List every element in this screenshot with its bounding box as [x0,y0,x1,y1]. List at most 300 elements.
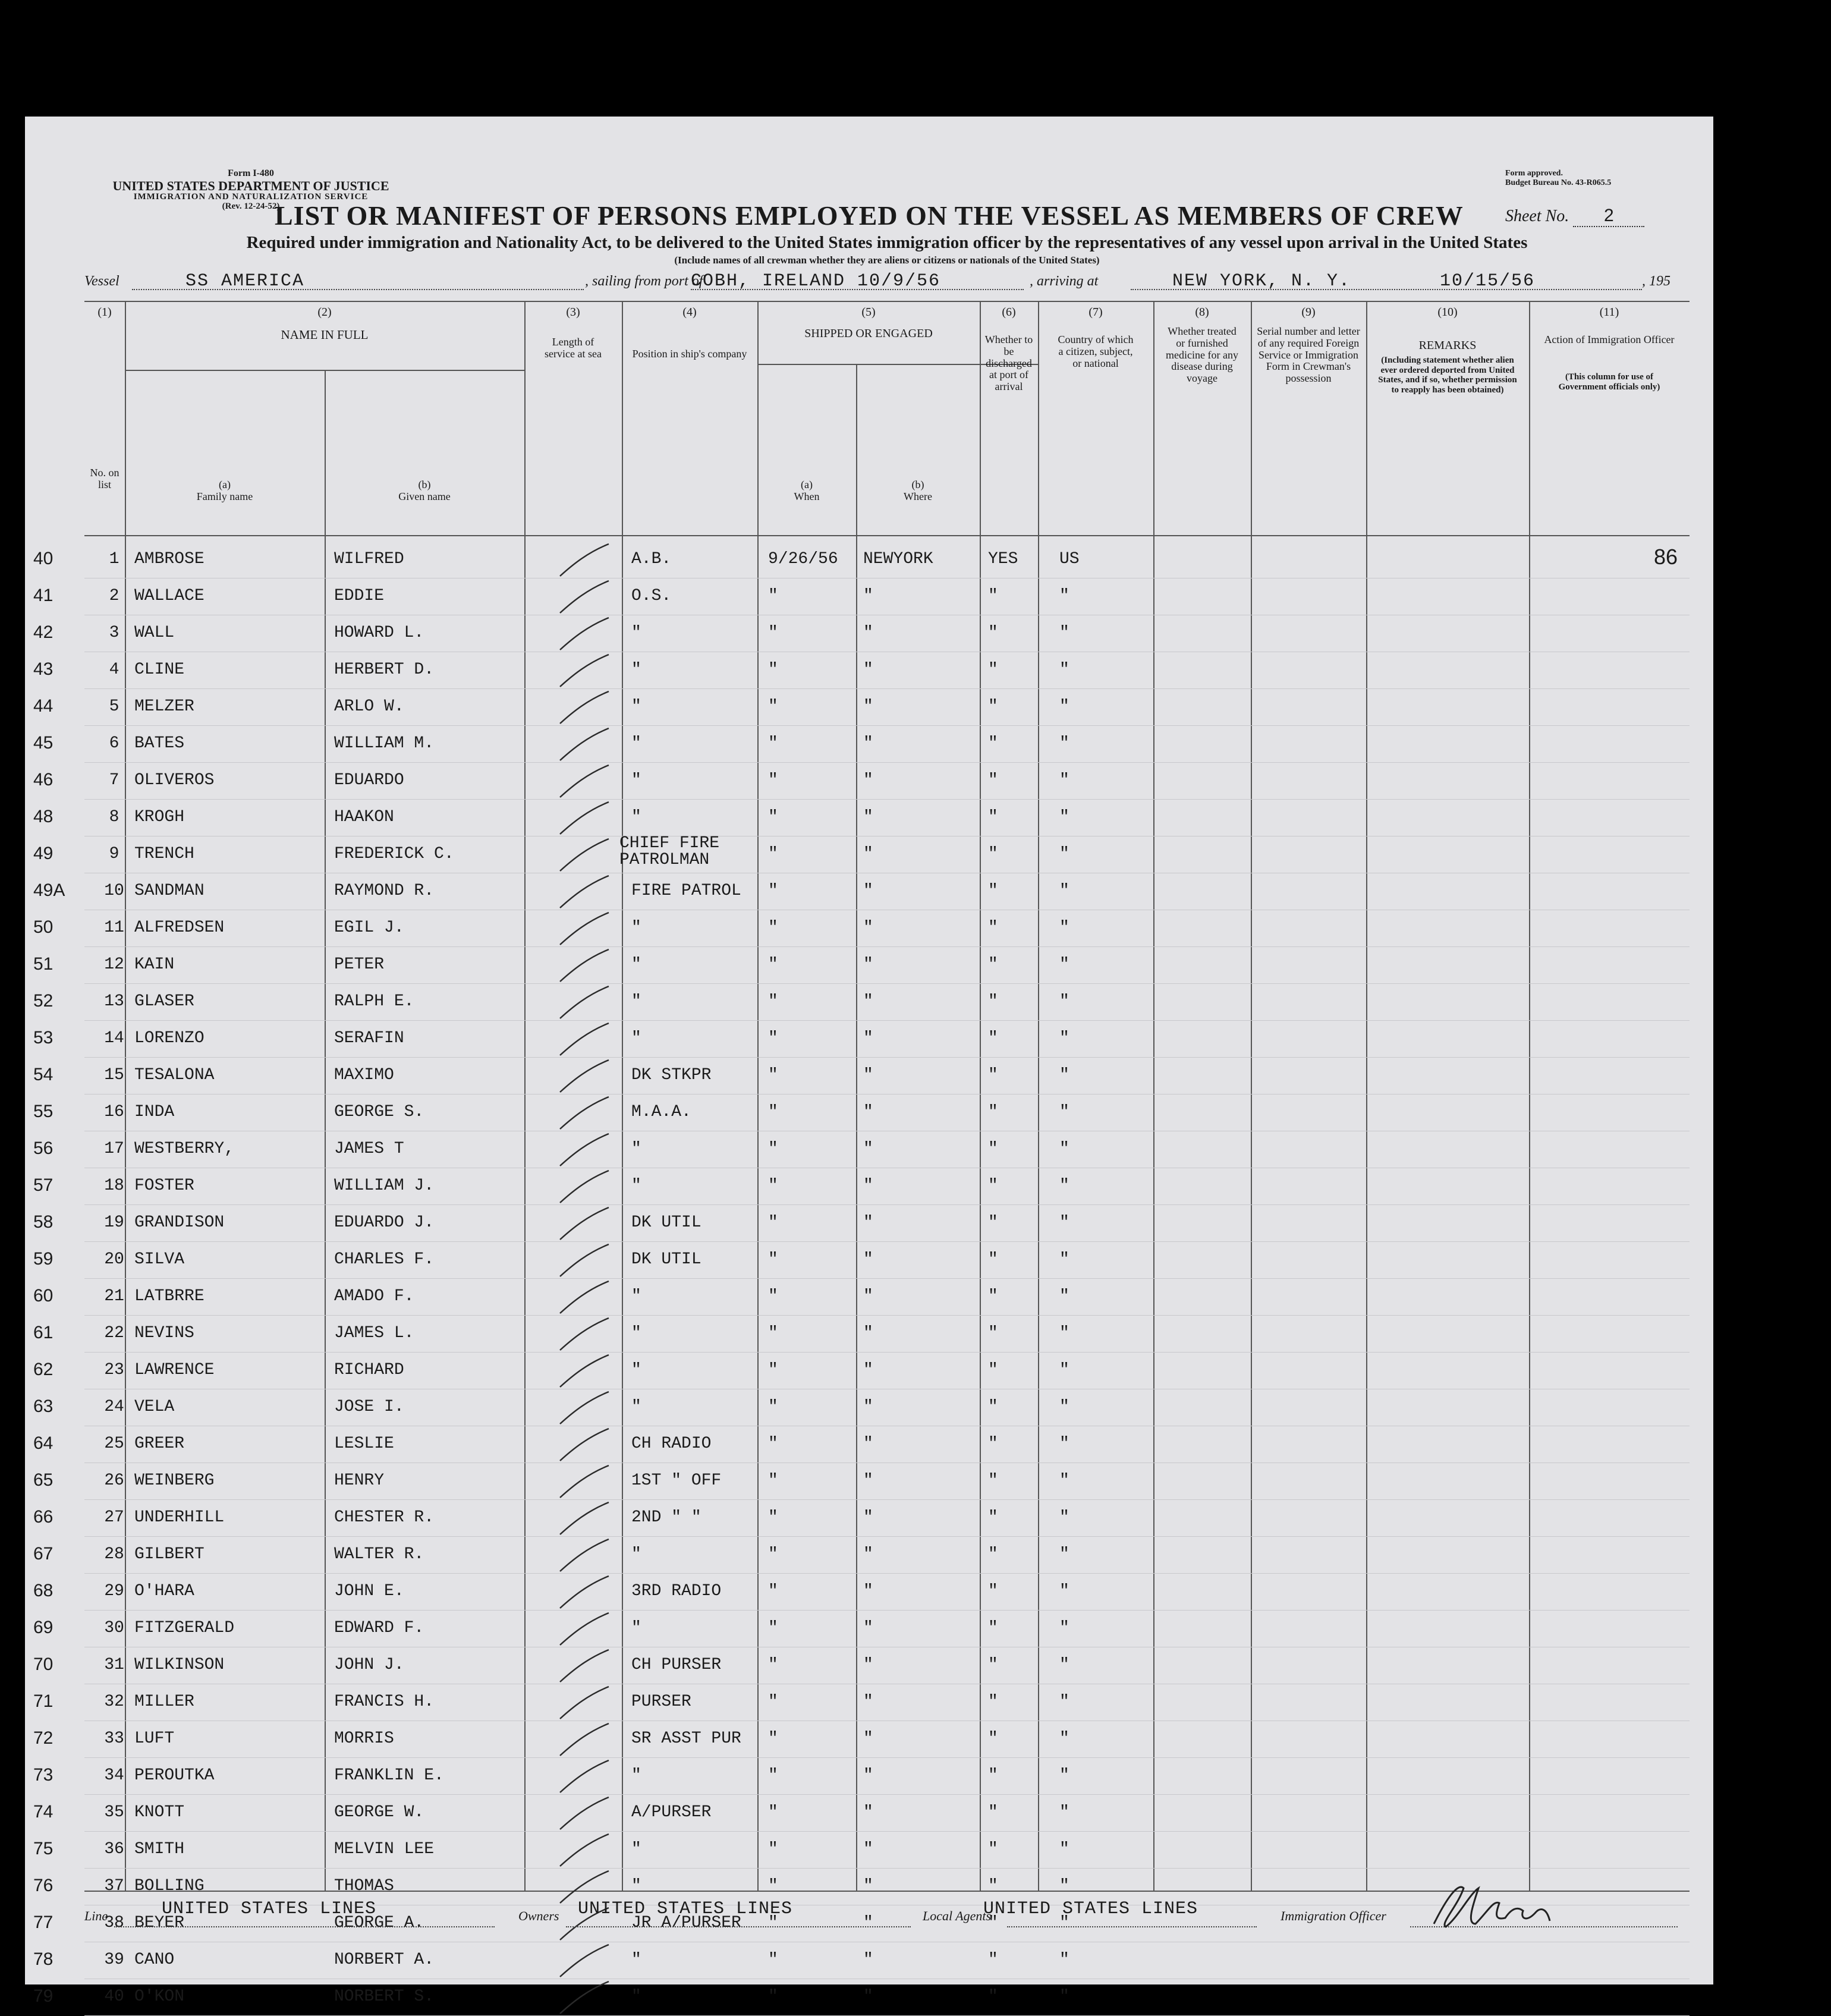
table-row [33,1537,1690,1574]
table-top-rule [84,301,1690,302]
service-tick-mark [555,1832,615,1869]
family-name: PEROUTKA [134,1766,215,1785]
family-name: WESTBERRY, [134,1140,235,1158]
shipped-when: " [768,624,778,642]
include-note: (Include names of all crewman whether they are aliens or citizens or nationals of the United States) [674,254,1100,266]
col2-header: NAME IN FULL [281,328,369,342]
shipped-where: " [863,1766,873,1785]
row-number: 13 [104,992,124,1011]
col6-num: (6) [1002,306,1016,319]
col7-num: (7) [1088,306,1103,319]
shipped-when: " [768,734,778,753]
family-name: O'KON [134,1987,185,2006]
margin-number: 74 [33,1802,54,1822]
given-name: FRANKLIN E. [334,1766,444,1785]
shipped-where: " [863,624,873,642]
service-tick-mark [555,1242,615,1279]
family-name: NEVINS [134,1324,194,1342]
country: " [1059,1545,1069,1564]
margin-number: 54 [33,1065,54,1084]
discharged: " [988,1951,998,1969]
country: " [1059,882,1069,900]
col1-header: No. on list [90,467,119,490]
shipped-when: " [768,771,778,790]
position: " [631,1177,641,1195]
country: " [1059,1103,1069,1121]
col11-note: (This column for use of Government officials only) [1558,372,1660,392]
shipped-where: " [863,882,873,900]
row-number: 10 [104,882,124,900]
position: " [631,919,641,937]
given-name: EDDIE [334,587,385,605]
col6-header: Whether to be discharged at port of arrival [984,334,1033,393]
margin-number: 64 [33,1433,54,1453]
shipped-when: " [768,1508,778,1527]
shipped-where: " [863,1140,873,1158]
sheet-value: 2 [1573,206,1644,227]
position: " [631,1951,641,1969]
row-number: 34 [104,1766,124,1785]
table-row [33,1242,1690,1279]
family-name: LAWRENCE [134,1361,215,1379]
position: " [631,697,641,716]
margin-number: 52 [33,991,54,1011]
given-name: WALTER R. [334,1545,424,1564]
given-name: GEORGE A. [334,1914,424,1932]
country: " [1059,771,1069,790]
discharged: " [988,1508,998,1527]
given-name: FREDERICK C. [334,845,454,863]
service-tick-mark [555,1316,615,1353]
service-tick-mark [555,1426,615,1463]
row-number: 28 [104,1545,124,1564]
table-row [33,1463,1690,1500]
family-name: GILBERT [134,1545,205,1564]
position: A/PURSER [631,1803,712,1822]
family-name: WALL [134,624,175,642]
row-number: 38 [104,1914,124,1932]
country: " [1059,1656,1069,1674]
country: " [1059,1877,1069,1895]
shipped-where: " [863,1545,873,1564]
family-name: GREER [134,1435,185,1453]
table-row [33,1758,1690,1795]
country: " [1059,1287,1069,1306]
shipped-where: " [863,1287,873,1306]
country: " [1059,1398,1069,1416]
shipped-when: " [768,808,778,826]
shipped-when: " [768,955,778,974]
position: SR ASST PUR [631,1729,741,1748]
col3-num: (3) [566,306,580,319]
shipped-when: " [768,882,778,900]
shipped-where: " [863,1324,873,1342]
row-number: 20 [104,1250,124,1269]
service-tick-mark [555,873,615,910]
row-number: 31 [104,1656,124,1674]
given-name: EDWARD F. [334,1619,424,1637]
shipped-where: " [863,1066,873,1084]
service-tick-mark [555,689,615,726]
country: " [1059,1766,1069,1785]
margin-number: 69 [33,1618,54,1637]
family-name: KNOTT [134,1803,185,1822]
shipped-when: " [768,1656,778,1674]
sheet-label: Sheet No. [1505,207,1569,225]
officer-signature [1422,1876,1565,1936]
margin-number: 66 [33,1507,54,1527]
margin-number: 59 [33,1249,54,1269]
country: " [1059,1324,1069,1342]
line-value: UNITED STATES LINES [162,1899,377,1919]
discharged: " [988,1987,998,2006]
country: " [1059,1066,1069,1084]
shipped-where: " [863,845,873,863]
row-number: 26 [104,1471,124,1490]
row-number: 17 [104,1140,124,1158]
shipped-where: " [863,992,873,1011]
shipped-where: " [863,1435,873,1453]
service-tick-mark [555,910,615,947]
service-tick-mark [555,800,615,836]
discharged: " [988,587,998,605]
given-name: EDUARDO J. [334,1213,435,1232]
position: 1ST " OFF [631,1471,722,1490]
row-number: 9 [109,845,119,863]
given-name: WILLIAM M. [334,734,435,753]
margin-number: 65 [33,1470,54,1490]
margin-number: 44 [33,696,54,716]
shipped-when: " [768,1029,778,1048]
shipped-when: " [768,1140,778,1158]
family-name: INDA [134,1103,175,1121]
shipped-when: " [768,1177,778,1195]
row-number: 14 [104,1029,124,1048]
country: " [1059,1914,1069,1932]
country: " [1059,1619,1069,1637]
table-row [33,689,1690,726]
col9-header: Serial number and letter of any required Foreign Service or Immigration Form in Crewman's possession [1257,325,1360,385]
margin-number: 56 [33,1138,54,1158]
shipped-where: " [863,1619,873,1637]
country: " [1059,808,1069,826]
family-name: ALFREDSEN [134,919,225,937]
vessel-name: SS AMERICA [185,271,305,291]
margin-number: 61 [33,1323,54,1342]
row-number: 35 [104,1803,124,1822]
given-name: JOHN J. [334,1656,404,1674]
col10-header: REMARKS [1418,339,1477,352]
shipped-when: " [768,1803,778,1822]
row-number: 39 [104,1951,124,1969]
port-underline [691,289,1024,290]
country: " [1059,734,1069,753]
shipped-where: " [863,808,873,826]
discharged: " [988,1435,998,1453]
position: 2ND " " [631,1508,701,1527]
given-name: WILLIAM J. [334,1177,435,1195]
table-row [33,984,1690,1021]
row-number: 32 [104,1693,124,1711]
service-tick-mark [555,1611,615,1647]
discharged: " [988,1177,998,1195]
family-name: TRENCH [134,845,194,863]
shipped-where: " [863,1029,873,1048]
shipped-when: " [768,1287,778,1306]
given-name: WILFRED [334,550,404,568]
margin-number: 78 [33,1949,54,1969]
agents-label: Local Agents [923,1908,992,1923]
shipped-where: " [863,1471,873,1490]
discharged: " [988,697,998,716]
discharged: " [988,1914,998,1932]
country: " [1059,1213,1069,1232]
margin-number: 70 [33,1655,54,1674]
country: " [1059,1140,1069,1158]
service-tick-mark [555,1095,615,1131]
row-number: 3 [109,624,119,642]
position: CH PURSER [631,1656,722,1674]
position: " [631,1029,641,1048]
position: " [631,661,641,679]
family-name: LATBRRE [134,1287,205,1306]
service-tick-mark [555,1131,615,1168]
form-header-right [1505,169,1701,188]
table-row [33,800,1690,836]
table-row [33,1095,1690,1131]
position: DK UTIL [631,1250,701,1269]
table-row [33,1353,1690,1389]
given-name: MELVIN LEE [334,1840,435,1858]
position: O.S. [631,587,672,605]
position: " [631,1987,641,2006]
col2a-header: (a) Family name [196,479,253,502]
table-row [33,1721,1690,1758]
service-tick-mark [555,615,615,652]
manifest-sheet [25,117,1713,2006]
family-name: WILKINSON [134,1656,225,1674]
family-name: MELZER [134,697,194,716]
position: " [631,734,641,753]
given-name: AMADO F. [334,1287,414,1306]
discharged: YES [988,550,1018,568]
col8-num: (8) [1195,306,1209,319]
given-name: LESLIE [334,1435,394,1453]
service-tick-mark [555,1795,615,1832]
position: DK STKPR [631,1066,712,1084]
shipped-when: " [768,1213,778,1232]
shipped-where: " [863,1361,873,1379]
shipped-when: " [768,1398,778,1416]
row-number: 25 [104,1435,124,1453]
table-row [33,1279,1690,1316]
service-tick-mark [555,1537,615,1574]
shipped-when: " [768,1582,778,1600]
service-tick-mark [555,1353,615,1389]
row-number: 4 [109,661,119,679]
table-row [33,1131,1690,1168]
row-number: 16 [104,1103,124,1121]
form-number: Form I-480 [228,168,274,178]
position: " [631,992,641,1011]
table-row [33,1684,1690,1721]
family-name: BOLLING [134,1877,205,1895]
country: " [1059,1951,1069,1969]
family-name: WALLACE [134,587,205,605]
table-row [33,1979,1690,2016]
shipped-when: " [768,992,778,1011]
col5-num: (5) [861,306,876,319]
family-name: LUFT [134,1729,175,1748]
discharged: " [988,1545,998,1564]
shipped-when: " [768,1103,778,1121]
discharged: " [988,771,998,790]
vessel-label: Vessel [84,273,119,289]
country: " [1059,661,1069,679]
shipped-where: " [863,1250,873,1269]
row-number: 19 [104,1213,124,1232]
row-number: 6 [109,734,119,753]
margin-number: 43 [33,659,54,679]
family-name: GLASER [134,992,194,1011]
shipped-where: " [863,1398,873,1416]
shipped-where: " [863,1803,873,1822]
margin-number: 45 [33,733,54,753]
shipped-where: " [863,1951,873,1969]
margin-number: 49 [33,844,54,863]
margin-number: 40 [33,549,54,568]
given-name: GEORGE W. [334,1803,424,1822]
given-name: EDUARDO [334,771,404,790]
margin-number: 50 [33,917,54,937]
margin-number: 68 [33,1581,54,1600]
agents-value: UNITED STATES LINES [983,1899,1198,1919]
discharged: " [988,661,998,679]
shipped-when: " [768,1361,778,1379]
discharged: " [988,1361,998,1379]
discharged: " [988,1066,998,1084]
shipped-where: " [863,955,873,974]
table-row [33,652,1690,689]
given-name: RICHARD [334,1361,404,1379]
discharged: " [988,808,998,826]
country: " [1059,992,1069,1011]
given-name: MAXIMO [334,1066,394,1084]
col11-num: (11) [1599,306,1619,319]
discharged: " [988,1324,998,1342]
margin-number: 63 [33,1397,54,1416]
given-name: NORBERT S. [334,1987,435,2006]
margin-number: 55 [33,1102,54,1121]
footer [84,1894,1690,1942]
service-tick-mark [555,763,615,800]
row-number: 40 [104,1987,124,2006]
service-tick-mark [555,1574,615,1611]
discharged: " [988,1213,998,1232]
service-tick-mark [555,1021,615,1058]
revision: (Rev. 12-24-52) [222,201,280,211]
given-name: NORBERT A. [334,1951,435,1969]
discharged: " [988,1656,998,1674]
shipped-when: " [768,1840,778,1858]
arrival-date: 10/15/56 [1440,271,1536,291]
position: PURSER [631,1693,691,1711]
table-row [33,873,1690,910]
col10-note: (Including statement whether alien ever ordered deported from United States, and if so, whether permission to reapply has been obtained) [1378,356,1517,395]
position: " [631,1361,641,1379]
discharged: " [988,1103,998,1121]
row-number: 15 [104,1066,124,1084]
col3-header: Length of service at sea [545,336,602,360]
service-tick-mark [555,542,615,578]
family-name: KROGH [134,808,185,826]
service-tick-mark [555,947,615,984]
row-number: 2 [109,587,119,605]
family-name: AMBROSE [134,550,205,568]
shipped-where: " [863,1177,873,1195]
discharged: " [988,1287,998,1306]
country: " [1059,1840,1069,1858]
position: M.A.A. [631,1103,691,1121]
discharged: " [988,1619,998,1637]
shipped-when: " [768,697,778,716]
arriving-port: NEW YORK, N. Y. [1172,271,1351,291]
row-number: 36 [104,1840,124,1858]
margin-number: 42 [33,622,54,642]
row-number: 18 [104,1177,124,1195]
margin-number: 62 [33,1360,54,1379]
service-tick-mark [555,1942,615,1979]
shipped-when: " [768,1619,778,1637]
shipped-when: " [768,1877,778,1895]
row-number: 12 [104,955,124,974]
shipped-when: 9/26/56 [768,550,838,568]
voyage-line [84,271,1690,295]
service-tick-mark [555,1058,615,1095]
discharged: " [988,845,998,863]
table-row [33,726,1690,763]
row-number: 37 [104,1877,124,1895]
discharged: " [988,1029,998,1048]
col4-header: Position in ship's company [632,348,747,360]
table-row [33,763,1690,800]
shipped-when: " [768,845,778,863]
shipped-where: " [863,1693,873,1711]
position: 3RD RADIO [631,1582,722,1600]
country: " [1059,1693,1069,1711]
given-name: GEORGE S. [334,1103,424,1121]
position: " [631,808,641,826]
service-tick-mark [555,1463,615,1500]
discharged: " [988,919,998,937]
given-name: RALPH E. [334,992,414,1011]
row-number: 30 [104,1619,124,1637]
discharged: " [988,1877,998,1895]
table-row [33,1426,1690,1463]
service-tick-mark [555,1389,615,1426]
family-name: SILVA [134,1250,185,1269]
shipped-where: " [863,734,873,753]
table-row [33,1316,1690,1353]
shipped-where: " [863,1914,873,1932]
margin-number: 60 [33,1286,54,1306]
col5b-header: (b) Where [904,479,932,502]
table-row [33,1795,1690,1832]
row-number: 5 [109,697,119,716]
position: " [631,1840,641,1858]
shipped-when: " [768,1987,778,2006]
table-row [33,1500,1690,1537]
